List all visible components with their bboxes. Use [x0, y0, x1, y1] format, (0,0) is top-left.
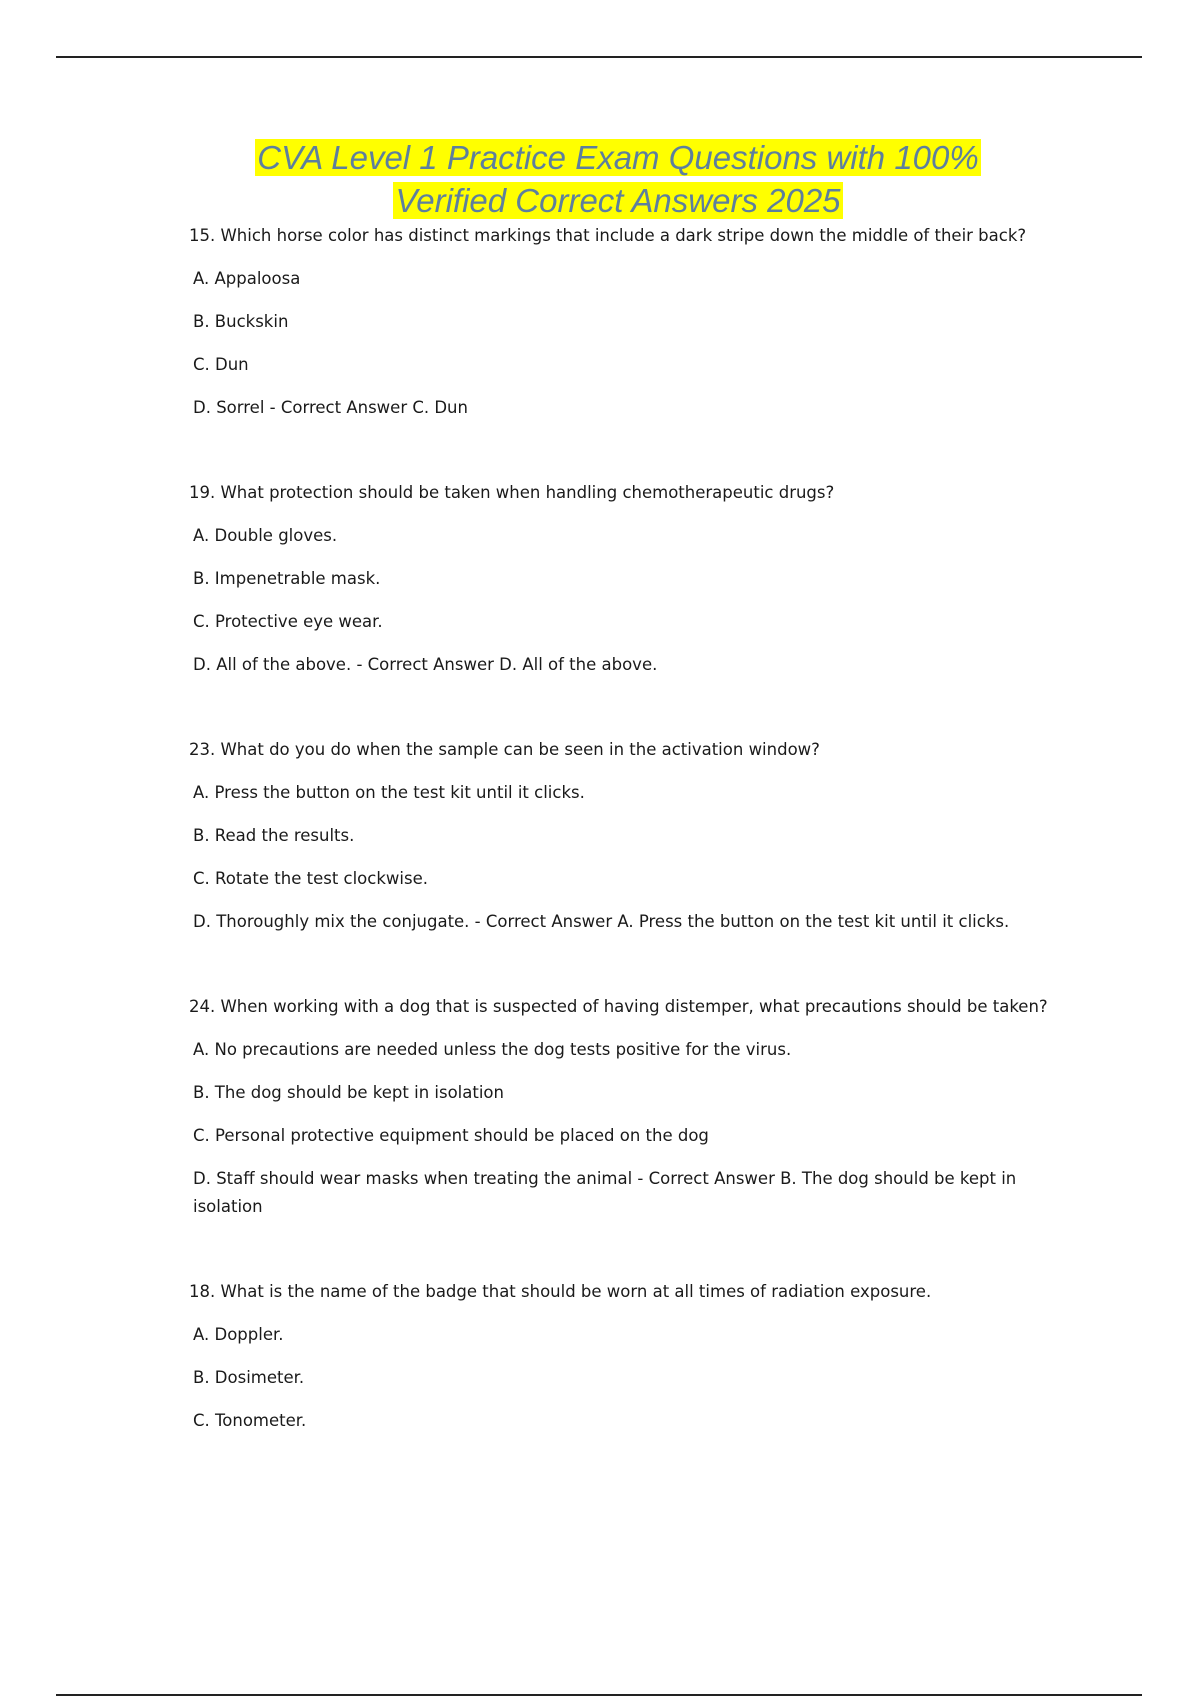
- answer-option: B. Buckskin: [193, 312, 289, 331]
- question-text: 18. What is the name of the badge that should be worn at all times of radiation exposure.: [189, 1282, 932, 1301]
- answer-option: D. Thoroughly mix the conjugate. - Correct Answer A. Press the button on the test kit until it clicks.: [193, 912, 1010, 931]
- question-text: 24. When working with a dog that is suspected of having distemper, what precautions should be taken?: [189, 997, 1048, 1016]
- answer-option: A. No precautions are needed unless the dog tests positive for the virus.: [193, 1040, 792, 1059]
- question-text: 15. Which horse color has distinct markings that include a dark stripe down the middle of their back?: [189, 226, 1027, 245]
- answer-option: C. Dun: [193, 355, 249, 374]
- page-title: [0, 136, 1200, 222]
- answer-option: B. Impenetrable mask.: [193, 569, 381, 588]
- answer-option: A. Doppler.: [193, 1325, 284, 1344]
- answer-option: B. The dog should be kept in isolation: [193, 1083, 504, 1102]
- question-block: [189, 736, 1069, 936]
- question-block: [189, 993, 1069, 1221]
- title-line-1: CVA Level 1 Practice Exam Questions with 100%: [257, 139, 979, 176]
- answer-option: C. Personal protective equipment should be placed on the dog: [193, 1126, 709, 1145]
- question-block: [189, 479, 1069, 679]
- bottom-rule: [56, 1694, 1142, 1696]
- question-block: [189, 1278, 1069, 1435]
- answer-option: C. Rotate the test clockwise.: [193, 869, 428, 888]
- answer-option: D. Staff should wear masks when treating the animal - Correct Answer B. The dog should be kept in isolation: [193, 1169, 1017, 1216]
- answer-option: B. Dosimeter.: [193, 1368, 305, 1387]
- question-list: [189, 222, 1069, 1435]
- answer-option: C. Tonometer.: [193, 1411, 307, 1430]
- answer-option: D. All of the above. - Correct Answer D. All of the above.: [193, 655, 658, 674]
- question-text: 19. What protection should be taken when handling chemotherapeutic drugs?: [189, 483, 835, 502]
- top-rule: [56, 56, 1142, 58]
- answer-option: A. Appaloosa: [193, 269, 301, 288]
- answer-option: A. Press the button on the test kit until it clicks.: [193, 783, 585, 802]
- answer-option: D. Sorrel - Correct Answer C. Dun: [193, 398, 468, 417]
- answer-option: A. Double gloves.: [193, 526, 338, 545]
- answer-option: C. Protective eye wear.: [193, 612, 383, 631]
- question-text: 23. What do you do when the sample can be seen in the activation window?: [189, 740, 820, 759]
- answer-option: B. Read the results.: [193, 826, 355, 845]
- title-line-2: Verified Correct Answers 2025: [395, 182, 841, 219]
- question-block: [189, 222, 1069, 422]
